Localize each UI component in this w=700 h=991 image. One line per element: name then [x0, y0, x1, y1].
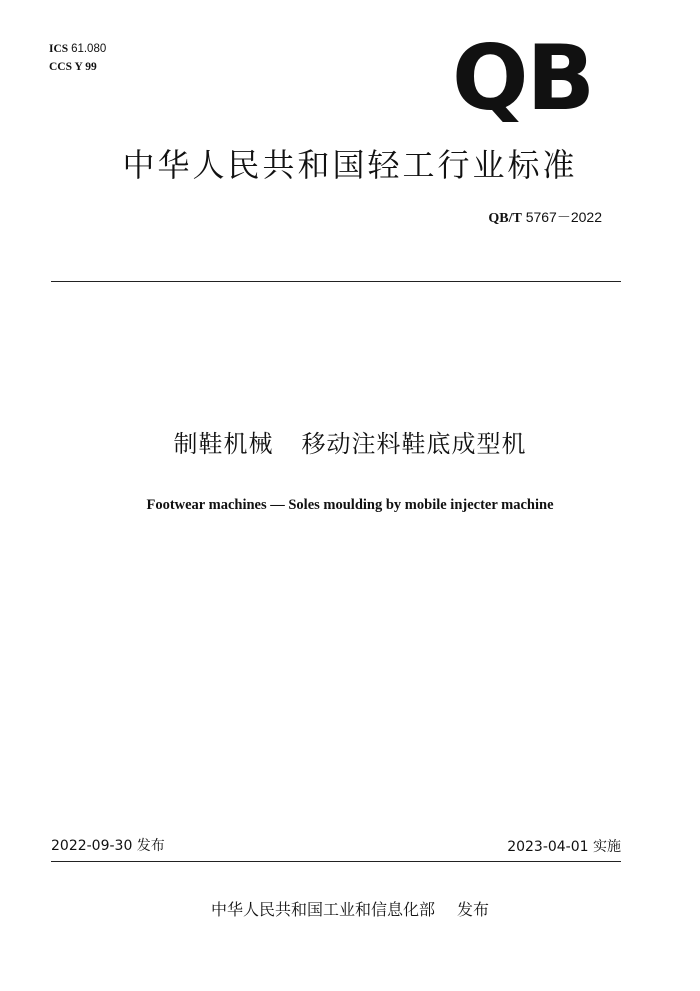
title-chinese: [0, 424, 700, 459]
title-chinese-part1: 制鞋机械: [173, 430, 274, 458]
ics-line: [49, 40, 106, 58]
standard-number-prefix: QB/T: [488, 211, 522, 226]
bottom-divider: [51, 861, 621, 862]
issuer-action: 发布: [457, 900, 490, 919]
issue-date: 2022-09-30 发布: [51, 838, 165, 854]
ics-label: ICS: [49, 43, 69, 55]
issuer-line: [0, 897, 700, 920]
ccs-code: Y 99: [74, 61, 97, 73]
qb-logo: QB: [452, 26, 594, 131]
classification-codes: [49, 40, 106, 76]
issuer-name: 中华人民共和国工业和信息化部: [210, 900, 435, 919]
standard-number-code: 5767－2022: [525, 209, 602, 225]
title-chinese-part2: 移动注料鞋底成型机: [301, 430, 527, 458]
standard-number: [488, 207, 602, 227]
effective-date: 2023-04-01 实施: [507, 839, 621, 855]
standard-type-title: 中华人民共和国轻工行业标准: [122, 146, 578, 184]
ics-code: 61.080: [71, 43, 107, 55]
ccs-line: [49, 58, 106, 76]
ccs-label: CCS: [49, 61, 73, 73]
title-english: Footwear machines — Soles moulding by mobile injecter machine: [146, 497, 554, 513]
top-divider: [51, 281, 621, 282]
